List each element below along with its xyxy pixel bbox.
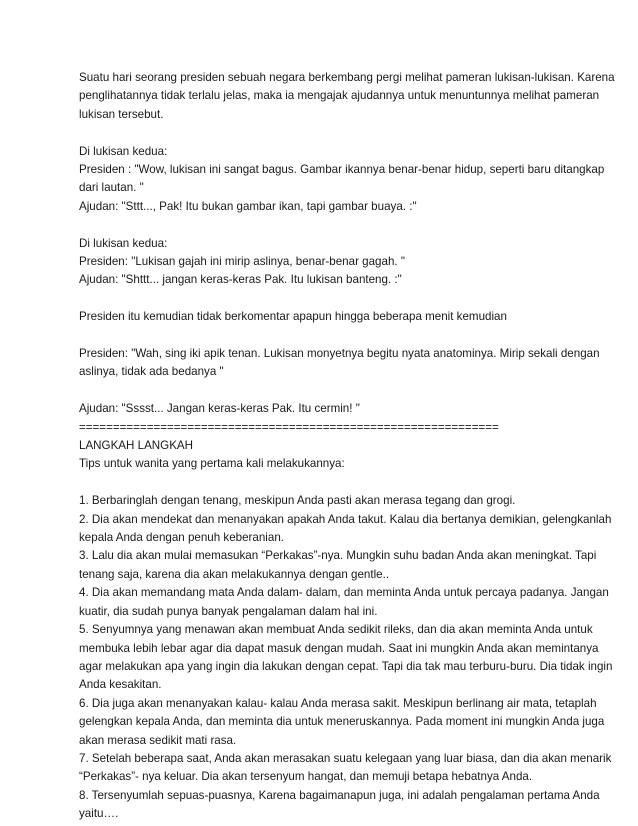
list-item: kepala Anda dengan penuh keberanian. [79, 531, 285, 545]
text-line: Ajudan: "Sssst... Jangan keras-keras Pak. Itu cermin! " [79, 402, 360, 416]
text-line: Suatu hari seorang presiden sebuah negara berkembang pergi melihat pameran lukisan-lukisan. Karena [79, 71, 615, 84]
text-line: Presiden itu kemudian tidak berkomentar apapun hingga beberapa menit kemudian [79, 310, 507, 324]
list-item: 3. Lalu dia akan mulai memasukan “Perkakas”-nya. Mungkin suhu badan Anda akan meningkat. Tapi [79, 549, 597, 563]
text-line: Presiden : "Wow, lukisan ini sangat bagus. Gambar ikannya benar-benar hidup, seperti baru ditangkap [79, 163, 605, 177]
list-item: 6. Dia juga akan menanyakan kalau- kalau Anda merasa sakit. Meskipun berlinang air mata, tetaplah [79, 696, 597, 710]
separator-line: ============================================================== [79, 420, 499, 434]
list-item: agar melakukan apa yang ingin dia lakukan dengan cepat. Tapi dia tak mau terburu-buru. Dia tidak ingin [79, 659, 613, 673]
list-item: 4. Dia akan memandang mata Anda dalam- dalam, dan meminta Anda untuk percaya padanya. Jangan [79, 586, 609, 600]
paragraph-scene-4 [79, 345, 600, 382]
text-line: lukisan tersebut. [79, 107, 164, 121]
text-line: Di lukisan kedua: [79, 236, 168, 250]
list-item: tenang saja, karena dia akan melakukannya dengan gentle.. [79, 567, 390, 581]
paragraph-scene-5 [79, 400, 579, 474]
blank-line [79, 382, 579, 400]
blank-line [79, 474, 579, 492]
text-line: Presiden: "Wah, sing iki apik tenan. Lukisan monyetnya begitu nyata anatominya. Mirip sekali dengan [79, 347, 600, 361]
text-line: aslinya, tidak ada bedanya " [79, 365, 224, 379]
list-item: gelengkan kepala Anda, dan meminta dia untuk meneruskannya. Pada moment ini mungkin Anda juga [79, 715, 605, 729]
list-item: 7. Setelah beberapa saat, Anda akan merasakan suatu kelegaan yang luar biasa, dan dia akan menarik [79, 751, 612, 765]
paragraph-scene-3 [79, 308, 579, 326]
list-item: “Perkakas”- nya keluar. Dia akan tersenyum hangat, dan memuji betapa hebatnya Anda. [79, 770, 533, 784]
text-line: Ajudan: "Sttt..., Pak! Itu bukan gambar ikan, tapi gambar buaya. :" [79, 199, 417, 213]
text-line: Presiden: "Lukisan gajah ini mirip aslinya, benar-benar gagah. " [79, 255, 405, 269]
text-line: Ajudan: "Shttt... jangan keras-keras Pak. Itu lukisan banteng. :" [79, 273, 402, 287]
list-item: Anda kesakitan. [79, 678, 162, 692]
list-item: 1. Berbaringlah dengan tenang, meskipun Anda pasti akan merasa tegang dan grogi. [79, 494, 516, 508]
list-item: kuatir, dia sudah punya banyak pengalaman dalam hal ini. [79, 604, 378, 618]
text-line: dari lautan. " [79, 181, 144, 195]
blank-line [79, 124, 579, 142]
paragraph-intro [79, 69, 615, 124]
document-page [79, 69, 615, 824]
paragraph-scene-2 [79, 235, 579, 290]
blank-line [79, 327, 579, 345]
list-item: yaitu…. [79, 807, 119, 821]
text-line: Tips untuk wanita yang pertama kali melakukannya: [79, 457, 345, 471]
list-item: 2. Dia akan mendekat dan menanyakan apakah Anda takut. Kalau dia bertanya demikian, gelengkanlah [79, 512, 612, 526]
tips-list [79, 492, 613, 823]
blank-line [79, 290, 579, 308]
list-item: 8. Tersenyumlah sepuas-puasnya, Karena bagaimanapun juga, ini adalah pengalaman pertama Anda [79, 788, 600, 802]
list-item: akan merasa sedikit mati rasa. [79, 733, 237, 747]
section-heading: LANGKAH LANGKAH [79, 439, 194, 453]
text-line: penglihatannya tidak terlalu jelas, maka ia mengajak ajudannya untuk menuntunnya melihat pameran [79, 89, 600, 103]
blank-line [79, 216, 579, 234]
list-item: 5. Senyumnya yang menawan akan membuat Anda sedikit rileks, dan dia akan meminta Anda untuk [79, 623, 593, 637]
list-item: membuka lebih lebar agar dia dapat masuk dengan mudah. Saat ini mungkin Anda akan memintanya [79, 641, 599, 655]
text-line: Di lukisan kedua: [79, 144, 168, 158]
paragraph-scene-1 [79, 143, 605, 217]
